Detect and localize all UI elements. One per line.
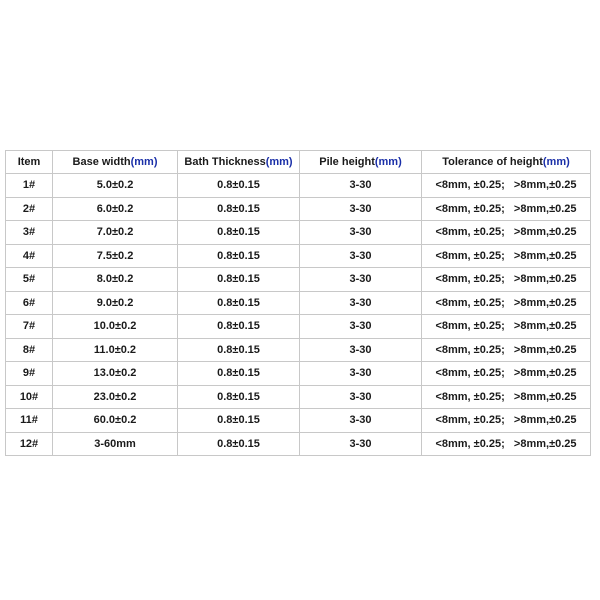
cell-tolerance: <8mm, ±0.25; >8mm,±0.25: [422, 409, 591, 433]
header-unit: (mm): [265, 156, 293, 168]
header-label: Item: [17, 156, 41, 168]
table-body: [6, 174, 591, 456]
cell-base-width: 8.0±0.2: [53, 268, 178, 292]
cell-pile-height: 3-30: [300, 409, 422, 433]
cell-item: 12#: [6, 432, 53, 456]
cell-pile-height: 3-30: [300, 221, 422, 245]
cell-base-width: 6.0±0.2: [53, 197, 178, 221]
table-row: [6, 409, 591, 433]
cell-tolerance: <8mm, ±0.25; >8mm,±0.25: [422, 315, 591, 339]
cell-pile-height: 3-30: [300, 197, 422, 221]
header-label: Bath Thickness: [184, 156, 266, 168]
cell-bath-thickness: 0.8±0.15: [178, 221, 300, 245]
cell-tolerance: <8mm, ±0.25; >8mm,±0.25: [422, 197, 591, 221]
table-row: [6, 432, 591, 456]
cell-bath-thickness: 0.8±0.15: [178, 244, 300, 268]
header-unit: (mm): [130, 156, 158, 168]
cell-item: 9#: [6, 362, 53, 386]
cell-item: 4#: [6, 244, 53, 268]
table-row: [6, 385, 591, 409]
cell-base-width: 5.0±0.2: [53, 174, 178, 198]
cell-tolerance: <8mm, ±0.25; >8mm,±0.25: [422, 338, 591, 362]
table-row: [6, 291, 591, 315]
cell-bath-thickness: 0.8±0.15: [178, 385, 300, 409]
cell-base-width: 60.0±0.2: [53, 409, 178, 433]
cell-item: 7#: [6, 315, 53, 339]
cell-tolerance: <8mm, ±0.25; >8mm,±0.25: [422, 291, 591, 315]
cell-pile-height: 3-30: [300, 338, 422, 362]
cell-tolerance: <8mm, ±0.25; >8mm,±0.25: [422, 221, 591, 245]
cell-bath-thickness: 0.8±0.15: [178, 291, 300, 315]
header-label: Tolerance of height: [442, 156, 543, 168]
cell-bath-thickness: 0.8±0.15: [178, 362, 300, 386]
cell-base-width: 23.0±0.2: [53, 385, 178, 409]
cell-bath-thickness: 0.8±0.15: [178, 174, 300, 198]
header-pile-height: [300, 151, 422, 174]
cell-tolerance: <8mm, ±0.25; >8mm,±0.25: [422, 362, 591, 386]
cell-pile-height: 3-30: [300, 244, 422, 268]
cell-item: 11#: [6, 409, 53, 433]
header-base-width: [53, 151, 178, 174]
header-bath-thickness: [178, 151, 300, 174]
cell-bath-thickness: 0.8±0.15: [178, 432, 300, 456]
cell-item: 8#: [6, 338, 53, 362]
cell-pile-height: 3-30: [300, 174, 422, 198]
cell-item: 5#: [6, 268, 53, 292]
cell-item: 10#: [6, 385, 53, 409]
header-unit: (mm): [374, 156, 402, 168]
cell-base-width: 10.0±0.2: [53, 315, 178, 339]
header-tolerance: [422, 151, 591, 174]
cell-bath-thickness: 0.8±0.15: [178, 315, 300, 339]
cell-base-width: 3-60mm: [53, 432, 178, 456]
spec-table: [5, 150, 591, 456]
cell-item: 2#: [6, 197, 53, 221]
cell-bath-thickness: 0.8±0.15: [178, 409, 300, 433]
cell-base-width: 9.0±0.2: [53, 291, 178, 315]
cell-pile-height: 3-30: [300, 362, 422, 386]
header-row: [6, 151, 591, 174]
cell-bath-thickness: 0.8±0.15: [178, 197, 300, 221]
cell-pile-height: 3-30: [300, 268, 422, 292]
cell-item: 3#: [6, 221, 53, 245]
cell-pile-height: 3-30: [300, 291, 422, 315]
header-label: Pile height: [319, 156, 375, 168]
cell-base-width: 7.0±0.2: [53, 221, 178, 245]
table-row: [6, 221, 591, 245]
cell-item: 1#: [6, 174, 53, 198]
cell-bath-thickness: 0.8±0.15: [178, 338, 300, 362]
table-row: [6, 197, 591, 221]
table-row: [6, 315, 591, 339]
table-row: [6, 268, 591, 292]
cell-pile-height: 3-30: [300, 385, 422, 409]
table-row: [6, 338, 591, 362]
cell-pile-height: 3-30: [300, 432, 422, 456]
header-item: [6, 151, 53, 174]
header-unit: (mm): [542, 156, 570, 168]
cell-tolerance: <8mm, ±0.25; >8mm,±0.25: [422, 385, 591, 409]
cell-tolerance: <8mm, ±0.25; >8mm,±0.25: [422, 268, 591, 292]
cell-base-width: 13.0±0.2: [53, 362, 178, 386]
table-row: [6, 362, 591, 386]
table-row: [6, 174, 591, 198]
header-label: Base width: [72, 156, 131, 168]
cell-tolerance: <8mm, ±0.25; >8mm,±0.25: [422, 432, 591, 456]
cell-tolerance: <8mm, ±0.25; >8mm,±0.25: [422, 174, 591, 198]
cell-base-width: 11.0±0.2: [53, 338, 178, 362]
table-row: [6, 244, 591, 268]
cell-base-width: 7.5±0.2: [53, 244, 178, 268]
cell-pile-height: 3-30: [300, 315, 422, 339]
cell-bath-thickness: 0.8±0.15: [178, 268, 300, 292]
cell-tolerance: <8mm, ±0.25; >8mm,±0.25: [422, 244, 591, 268]
cell-item: 6#: [6, 291, 53, 315]
